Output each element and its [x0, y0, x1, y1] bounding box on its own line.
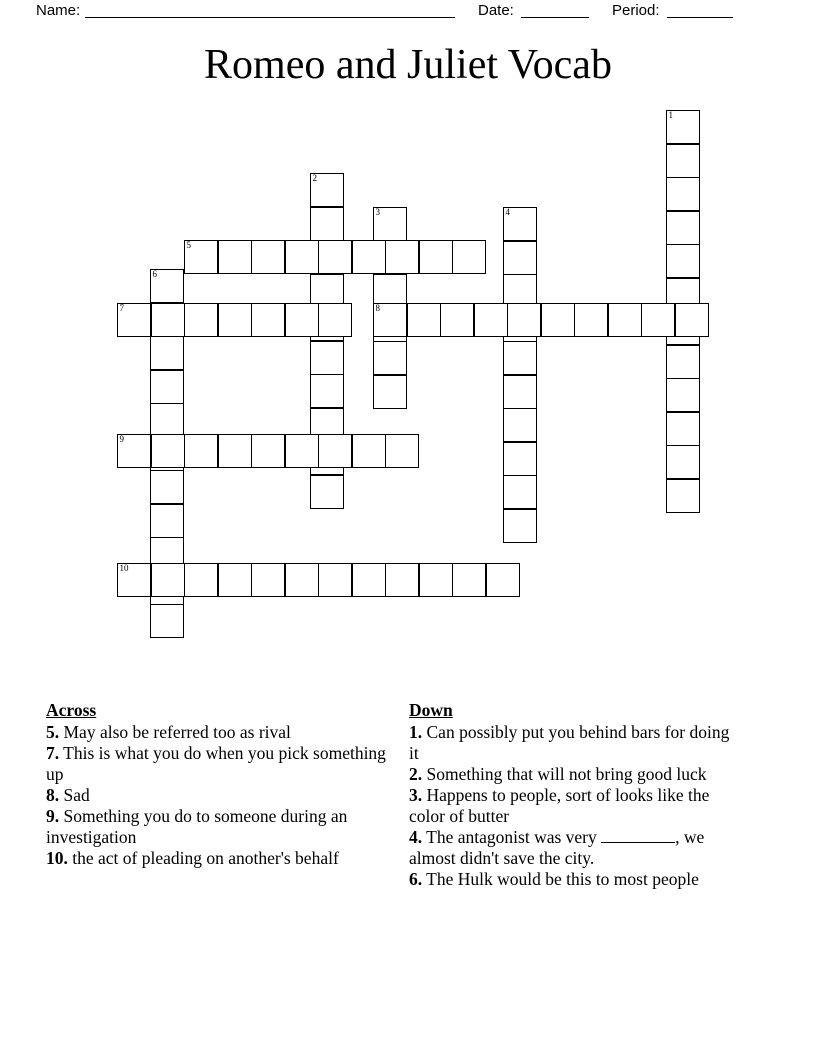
crossword-cell[interactable] — [373, 375, 407, 409]
crossword-cell[interactable] — [218, 563, 252, 597]
crossword-cell[interactable] — [184, 563, 218, 597]
crossword-cell[interactable] — [666, 479, 700, 513]
crossword-cell[interactable] — [503, 442, 537, 476]
crossword-cell[interactable] — [503, 207, 537, 241]
crossword-cell-number: 1 — [668, 110, 673, 120]
crossword-cell-number: 2 — [312, 173, 317, 183]
crossword-cell[interactable] — [251, 240, 285, 274]
crossword-cell[interactable] — [352, 434, 386, 468]
clue-number: 2. — [409, 764, 423, 784]
name-label: Name: — [36, 2, 81, 19]
clue-across-8 — [46, 785, 386, 806]
clue-number: 3. — [409, 785, 423, 805]
crossword-cell-number: 3 — [375, 207, 380, 217]
date-label: Date: — [478, 2, 514, 19]
down-clue-list — [409, 722, 739, 890]
crossword-cell[interactable] — [310, 173, 344, 207]
crossword-cell[interactable] — [608, 303, 642, 337]
crossword-cell[interactable] — [318, 303, 352, 337]
crossword-cell[interactable] — [310, 475, 344, 509]
crossword-cell[interactable] — [419, 240, 453, 274]
down-clues-column — [409, 700, 739, 890]
crossword-cell[interactable] — [503, 341, 537, 375]
crossword-cell[interactable] — [373, 341, 407, 375]
crossword-cell[interactable] — [666, 177, 700, 211]
crossword-cell[interactable] — [150, 269, 184, 303]
clue-across-5 — [46, 722, 386, 743]
crossword-cell[interactable] — [318, 563, 352, 597]
crossword-cell[interactable] — [310, 341, 344, 375]
clue-text: Happens to people, sort of looks like the color of butter — [409, 785, 710, 826]
crossword-cell[interactable] — [503, 375, 537, 409]
crossword-cell[interactable] — [117, 563, 151, 597]
crossword-cell[interactable] — [503, 241, 537, 275]
crossword-cell[interactable] — [285, 563, 319, 597]
crossword-cell[interactable] — [486, 563, 520, 597]
crossword-cell[interactable] — [385, 434, 419, 468]
clue-number: 6. — [409, 869, 423, 889]
crossword-cell[interactable] — [407, 303, 441, 337]
crossword-cell[interactable] — [419, 563, 453, 597]
across-heading: Across — [46, 700, 97, 720]
crossword-cell[interactable] — [503, 475, 537, 509]
clue-blank-line[interactable] — [601, 829, 675, 843]
crossword-cell[interactable] — [251, 563, 285, 597]
clue-text: Something you do to someone during an investigation — [46, 806, 348, 847]
crossword-cell[interactable] — [675, 303, 709, 337]
crossword-cell[interactable] — [666, 244, 700, 278]
clue-text-continued: , we almost didn't save the city. — [409, 827, 705, 868]
clue-number: 9. — [46, 806, 60, 826]
clue-across-9 — [46, 806, 386, 848]
crossword-cell[interactable] — [251, 434, 285, 468]
clue-number: 4. — [409, 827, 423, 847]
crossword-cell[interactable] — [373, 303, 407, 337]
clue-number: 1. — [409, 722, 423, 742]
crossword-cell[interactable] — [151, 434, 185, 468]
page-title: Romeo and Juliet Vocab — [204, 42, 612, 88]
crossword-cell[interactable] — [318, 240, 352, 274]
crossword-cell-number: 10 — [119, 563, 129, 573]
crossword-cell[interactable] — [150, 336, 184, 370]
across-clue-list — [46, 722, 386, 869]
crossword-cell[interactable] — [666, 378, 700, 412]
crossword-cell[interactable] — [117, 303, 151, 337]
crossword-cell[interactable] — [666, 445, 700, 479]
clue-down-4 — [409, 827, 739, 869]
clue-text: the act of pleading on another's behalf — [67, 848, 339, 868]
down-heading: Down — [409, 700, 453, 720]
crossword-cell[interactable] — [352, 563, 386, 597]
clue-text: The Hulk would be this to most people — [422, 869, 699, 889]
crossword-cell[interactable] — [150, 604, 184, 638]
crossword-cell[interactable] — [117, 434, 151, 468]
crossword-cell[interactable] — [352, 240, 386, 274]
clue-down-2 — [409, 764, 739, 785]
crossword-cell[interactable] — [184, 240, 218, 274]
crossword-cell[interactable] — [151, 563, 185, 597]
crossword-cell[interactable] — [666, 110, 700, 144]
crossword-cell[interactable] — [385, 240, 419, 274]
crossword-cell[interactable] — [150, 370, 184, 404]
crossword-cell[interactable] — [150, 470, 184, 504]
crossword-cell[interactable] — [318, 434, 352, 468]
crossword-cell[interactable] — [641, 303, 675, 337]
clue-number: 8. — [46, 785, 60, 805]
crossword-cell[interactable] — [218, 434, 252, 468]
crossword-cell-number: 8 — [375, 303, 380, 313]
crossword-cell-number: 7 — [119, 303, 124, 313]
crossword-cell[interactable] — [310, 374, 344, 408]
crossword-cell[interactable] — [285, 303, 319, 337]
crossword-cell-number: 9 — [119, 434, 124, 444]
crossword-cell[interactable] — [310, 207, 344, 241]
clue-number: 7. — [46, 743, 60, 763]
clue-text: May also be referred too as rival — [59, 722, 291, 742]
crossword-cell[interactable] — [503, 408, 537, 442]
clue-text: This is what you do when you pick something up — [46, 743, 386, 784]
crossword-cell[interactable] — [184, 303, 218, 337]
clue-down-6 — [409, 869, 739, 890]
crossword-cell[interactable] — [373, 207, 407, 241]
crossword-cell-number: 5 — [186, 240, 191, 250]
crossword-cell[interactable] — [150, 403, 184, 437]
crossword-cell[interactable] — [503, 509, 537, 543]
clue-across-10 — [46, 848, 386, 869]
crossword-cell[interactable] — [385, 563, 419, 597]
crossword-cell[interactable] — [285, 434, 319, 468]
crossword-cell[interactable] — [474, 303, 508, 337]
clue-number: 5. — [46, 722, 60, 742]
clue-text: The antagonist was very — [422, 827, 602, 847]
crossword-cell[interactable] — [507, 303, 541, 337]
crossword-cell[interactable] — [285, 240, 319, 274]
crossword-cell[interactable] — [151, 303, 185, 337]
crossword-cell[interactable] — [440, 303, 474, 337]
crossword-cell[interactable] — [184, 434, 218, 468]
crossword-cell[interactable] — [218, 303, 252, 337]
crossword-cell[interactable] — [666, 345, 700, 379]
crossword-cell-number: 4 — [505, 207, 510, 217]
clue-text: Can possibly put you behind bars for doing it — [409, 722, 730, 763]
clue-down-1 — [409, 722, 739, 764]
crossword-cell[interactable] — [666, 412, 700, 446]
clue-across-7 — [46, 743, 386, 785]
crossword-cell[interactable] — [218, 240, 252, 274]
crossword-cell[interactable] — [666, 211, 700, 245]
crossword-cell[interactable] — [452, 563, 486, 597]
period-label: Period: — [612, 2, 660, 19]
crossword-cell[interactable] — [452, 240, 486, 274]
clue-number: 10. — [46, 848, 68, 868]
clue-text: Something that will not bring good luck — [422, 764, 707, 784]
clue-text: Sad — [59, 785, 90, 805]
crossword-cell[interactable] — [150, 504, 184, 538]
across-clues-column — [46, 700, 386, 869]
crossword-cell[interactable] — [541, 303, 575, 337]
crossword-cell[interactable] — [666, 144, 700, 178]
crossword-cell-number: 6 — [152, 269, 157, 279]
crossword-cell[interactable] — [574, 303, 608, 337]
crossword-cell[interactable] — [251, 303, 285, 337]
clue-down-3 — [409, 785, 739, 827]
